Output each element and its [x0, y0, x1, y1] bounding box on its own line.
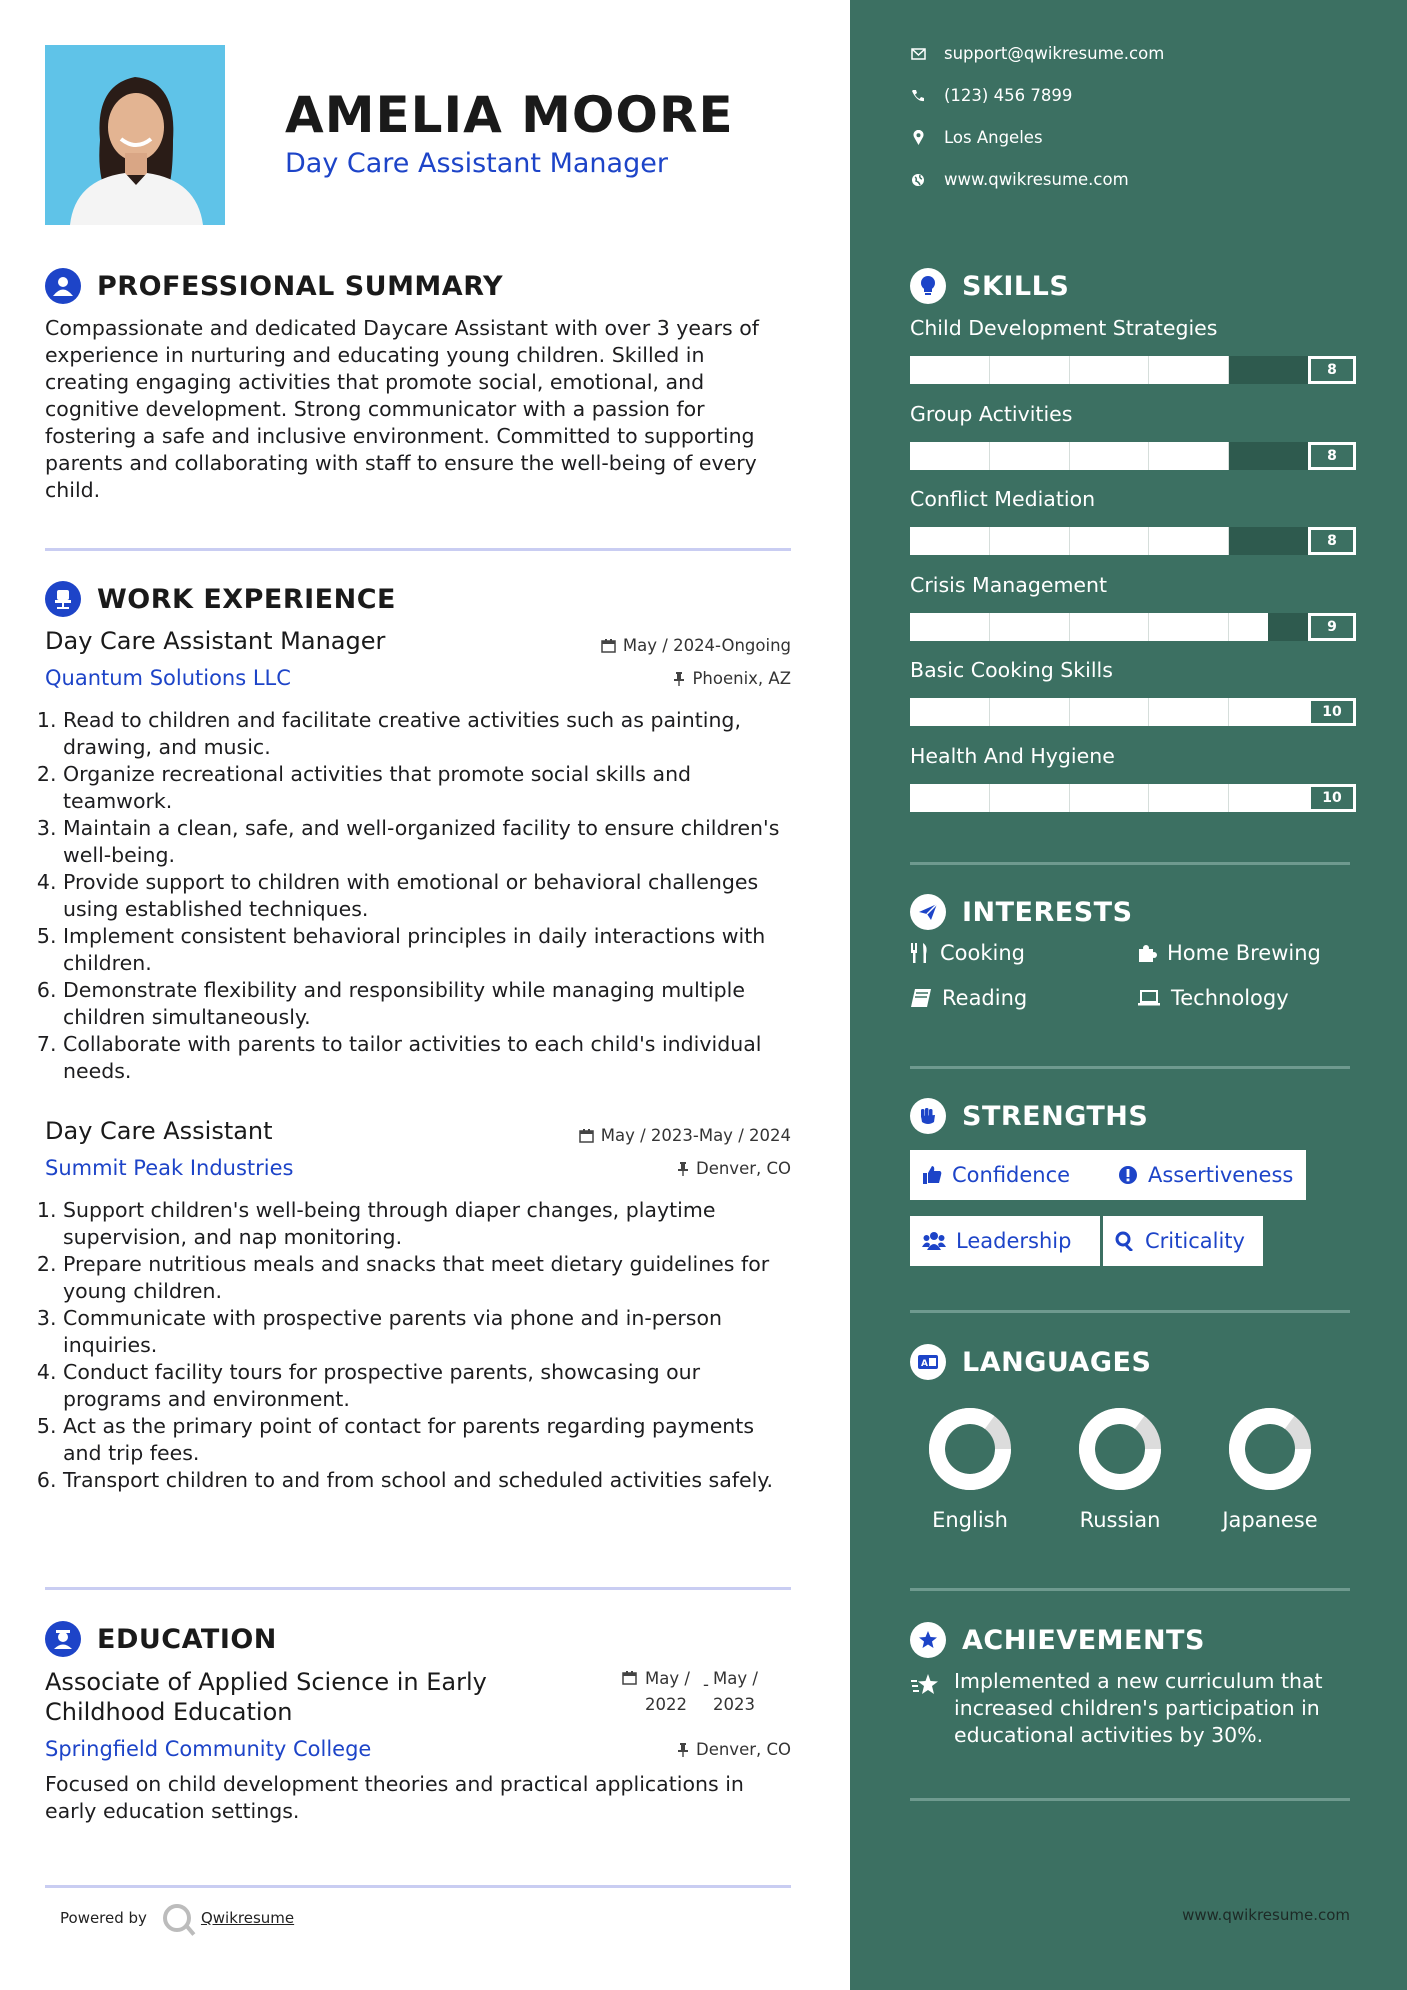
skill-score: 9 — [1308, 613, 1356, 641]
skill-bar — [910, 784, 1308, 812]
map-marker-icon — [910, 130, 926, 145]
skill-bar-ticks — [910, 356, 1308, 384]
language-name: Japanese — [1222, 1508, 1318, 1532]
skill-bar — [910, 527, 1308, 555]
strength-badge — [910, 1216, 1100, 1266]
skill-bar-tick — [1229, 356, 1308, 384]
strength-label: Assertiveness — [1148, 1163, 1294, 1187]
skill-bar-tick — [1070, 442, 1150, 470]
skills-heading — [910, 268, 1069, 304]
pin-icon — [673, 671, 685, 686]
section-divider — [910, 862, 1350, 865]
contact-website[interactable] — [910, 170, 1129, 189]
thumbs-up-icon — [922, 1165, 942, 1185]
fist-icon — [910, 1098, 946, 1134]
skill-bar-tick — [910, 442, 990, 470]
skill-bar — [910, 442, 1308, 470]
list-item: 5. Implement consistent behavioral principles in daily interactions with children. — [63, 923, 795, 977]
star-sparkle-icon — [910, 1672, 940, 1698]
list-item: 1. Support children's well-being through diaper changes, playtime supervision, and nap monitoring. — [63, 1197, 795, 1251]
summary-heading-text: PROFESSIONAL SUMMARY — [97, 270, 504, 302]
education-heading — [45, 1621, 277, 1657]
education-description: Focused on child development theories and practical applications in early education settings. — [45, 1772, 744, 1823]
skill-bar-tick — [1149, 613, 1229, 641]
section-divider — [45, 548, 791, 551]
job-title: Day Care Assistant Manager — [45, 627, 386, 655]
skill-bar-tick — [990, 784, 1070, 812]
contact-phone[interactable] — [910, 86, 1072, 105]
skill-name: Health And Hygiene — [910, 743, 1115, 768]
strengths-heading — [910, 1098, 1148, 1134]
calendar-icon — [579, 1128, 594, 1143]
job-date — [579, 1126, 791, 1145]
contact-phone-text: (123) 456 7899 — [944, 86, 1073, 105]
skill-bar-tick — [1149, 784, 1229, 812]
puzzle-icon — [1137, 943, 1157, 963]
experience-heading — [45, 581, 396, 617]
search-icon — [1115, 1231, 1135, 1251]
skill-item — [910, 402, 1364, 470]
list-item: 5. Act as the primary point of contact for parents regarding payments and trip fees. — [63, 1413, 795, 1467]
utensils-icon — [910, 942, 930, 964]
list-item: 4. Provide support to children with emotional or behavioral challenges using established techniques. — [63, 869, 795, 923]
skill-bar-tick — [910, 698, 990, 726]
office-chair-icon — [45, 581, 81, 617]
skill-score: 8 — [1308, 527, 1356, 555]
job-location — [677, 1159, 791, 1178]
skill-bar-tick — [1229, 527, 1308, 555]
svg-text:A: A — [921, 1359, 928, 1369]
qwikresume-link[interactable]: Qwikresume — [200, 1909, 295, 1927]
language-donut — [1225, 1404, 1315, 1494]
list-item: 1. Read to children and facilitate creative activities such as painting, drawing, and music. — [63, 707, 795, 761]
language-donut — [1075, 1404, 1165, 1494]
skill-item — [910, 744, 1364, 812]
job-date — [601, 636, 791, 655]
pin-icon — [677, 1742, 689, 1757]
strength-label: Criticality — [1145, 1229, 1245, 1253]
skill-bar — [910, 698, 1308, 726]
calendar-icon — [622, 1670, 637, 1685]
language-item — [1060, 1404, 1180, 1532]
language-item — [1210, 1404, 1330, 1532]
translate-icon — [910, 1344, 946, 1380]
language-donut — [925, 1404, 1015, 1494]
strength-label: Leadership — [956, 1229, 1072, 1253]
degree-title: Associate of Applied Science in Early Childhood Education — [45, 1668, 487, 1726]
skill-name: Child Development Strategies — [910, 316, 1218, 340]
skill-bar-tick — [990, 527, 1070, 555]
candidate-name: AMELIA MOORE — [285, 86, 734, 144]
lightbulb-icon — [910, 268, 946, 304]
skill-bar-tick — [910, 356, 990, 384]
skill-bar-tick — [1229, 613, 1308, 641]
job-date-text: May / 2024-Ongoing — [622, 636, 791, 655]
section-divider — [910, 1310, 1350, 1313]
achievement-item — [910, 1668, 1350, 1749]
interests-heading-text: INTERESTS — [962, 896, 1133, 928]
list-item: 3. Maintain a clean, safe, and well-organized facility to ensure children's well-being. — [63, 815, 795, 869]
strength-badge — [1106, 1150, 1306, 1200]
skill-name: Basic Cooking Skills — [910, 658, 1113, 682]
graduation-cap-icon — [45, 1621, 81, 1657]
job-title: Day Care Assistant — [45, 1117, 273, 1145]
list-item: 4. Conduct facility tours for prospective parents, showcasing our programs and environment. — [63, 1359, 795, 1413]
avatar — [45, 45, 225, 225]
skill-bar-ticks — [910, 613, 1308, 641]
skill-name: Group Activities — [910, 401, 1073, 426]
list-item: 2. Prepare nutritious meals and snacks that meet dietary guidelines for young children. — [63, 1251, 795, 1305]
contact-email[interactable] — [910, 44, 1164, 63]
skill-bar-tick — [1070, 784, 1150, 812]
skill-bar-tick — [1149, 356, 1229, 384]
contact-email-text: support@qwikresume.com — [944, 44, 1165, 63]
profile-photo — [45, 45, 225, 225]
skill-bar-ticks — [910, 698, 1308, 726]
education-date: May / 2022 - May / 2023 — [622, 1666, 767, 1718]
candidate-title: Day Care Assistant Manager — [285, 148, 668, 179]
skill-bar-row — [910, 784, 1364, 812]
section-divider — [45, 1587, 791, 1590]
list-item: 6. Transport children to and from school and scheduled activities safely. — [63, 1467, 795, 1494]
skill-bar-tick — [1229, 442, 1308, 470]
section-divider — [910, 1798, 1350, 1801]
skill-item — [910, 487, 1364, 555]
achievements-heading-text: ACHIEVEMENTS — [962, 1624, 1205, 1656]
school-name: Springfield Community College — [45, 1737, 372, 1761]
powered-by-label: Powered by — [60, 1909, 147, 1927]
interests-heading — [910, 894, 1133, 930]
skill-bar-tick — [910, 784, 990, 812]
languages-heading — [910, 1344, 1151, 1380]
strengths-heading-text: STRENGTHS — [962, 1100, 1149, 1132]
skill-bar-row — [910, 527, 1364, 555]
skill-bar-tick — [990, 356, 1070, 384]
skill-score: 10 — [1308, 698, 1356, 726]
skill-bar-row — [910, 356, 1364, 384]
skill-item — [910, 658, 1364, 726]
skill-bar-tick — [910, 613, 990, 641]
skill-bar-tick — [1070, 698, 1150, 726]
strength-badge — [910, 1150, 1106, 1200]
education-location-text: Denver, CO — [695, 1740, 791, 1759]
list-item: 3. Communicate with prospective parents via phone and in-person inquiries. — [63, 1305, 795, 1359]
envelope-icon — [910, 48, 926, 60]
skill-bar-tick — [1070, 527, 1150, 555]
powered-by — [60, 1904, 294, 1932]
achievement-text: Implemented a new curriculum that increased children's participation in educational activities by 30%. — [954, 1669, 1323, 1747]
job-location — [673, 669, 791, 688]
education-date-start: May / 2022 — [645, 1669, 690, 1714]
pin-icon — [677, 1161, 689, 1176]
paper-plane-icon — [910, 894, 946, 930]
skill-score: 8 — [1308, 356, 1356, 384]
phone-icon — [910, 89, 926, 103]
job-company: Quantum Solutions LLC — [45, 666, 291, 690]
skills-heading-text: SKILLS — [962, 270, 1070, 302]
skill-bar-tick — [1229, 784, 1308, 812]
qwikresume-logo-icon — [163, 1904, 191, 1932]
skill-item — [910, 573, 1364, 641]
calendar-icon — [601, 638, 616, 653]
footer-website[interactable]: www.qwikresume.com — [1182, 1906, 1350, 1924]
skill-bar-tick — [1149, 442, 1229, 470]
section-divider — [910, 1066, 1350, 1069]
skill-bar-tick — [990, 613, 1070, 641]
education-date-end: May / 2023 — [712, 1669, 758, 1714]
user-icon — [45, 268, 81, 304]
skill-bar-row — [910, 613, 1364, 641]
users-icon — [922, 1231, 946, 1251]
skill-bar-ticks — [910, 442, 1308, 470]
globe-icon — [910, 173, 926, 187]
contact-website-text: www.qwikresume.com — [944, 170, 1129, 189]
skill-bar-tick — [1229, 698, 1308, 726]
skill-bar-tick — [910, 527, 990, 555]
skill-name: Crisis Management — [910, 572, 1108, 597]
job-location-text: Phoenix, AZ — [692, 669, 791, 688]
contact-location-text: Los Angeles — [944, 128, 1043, 147]
job-bullets — [45, 707, 795, 1085]
education-location — [677, 1740, 791, 1759]
interest-label: Reading — [942, 986, 1028, 1010]
skill-item — [910, 316, 1364, 384]
job-bullets — [45, 1197, 795, 1494]
section-divider — [910, 1588, 1350, 1591]
interest-item — [1137, 986, 1289, 1010]
interest-item — [1137, 941, 1321, 965]
job-date-text: May / 2023-May / 2024 — [600, 1126, 791, 1145]
exclamation-circle-icon — [1118, 1165, 1138, 1185]
skill-bar-row — [910, 698, 1364, 726]
book-icon — [910, 988, 932, 1008]
strength-label: Confidence — [952, 1163, 1071, 1187]
interest-label: Technology — [1171, 986, 1289, 1010]
interest-item — [910, 941, 1025, 965]
skill-bar-tick — [1070, 613, 1150, 641]
skill-bar-ticks — [910, 527, 1308, 555]
skill-bar-tick — [1149, 698, 1229, 726]
language-name: English — [932, 1508, 1008, 1532]
interest-label: Home Brewing — [1167, 941, 1321, 965]
education-heading-text: EDUCATION — [97, 1623, 277, 1655]
contact-location — [910, 128, 1043, 147]
skill-bar-tick — [990, 698, 1070, 726]
skill-bar-tick — [1149, 527, 1229, 555]
skill-bar-ticks — [910, 784, 1308, 812]
skill-bar-row — [910, 442, 1364, 470]
skill-bar-tick — [990, 442, 1070, 470]
job-company: Summit Peak Industries — [45, 1156, 294, 1180]
list-item: 2. Organize recreational activities that promote social skills and teamwork. — [63, 761, 795, 815]
sidebar — [850, 0, 1407, 1990]
strength-badge — [1103, 1216, 1263, 1266]
skill-score: 10 — [1308, 784, 1356, 812]
summary-heading — [45, 268, 503, 304]
language-item — [910, 1404, 1030, 1532]
list-item: 6. Demonstrate flexibility and responsibility while managing multiple children simultaneously. — [63, 977, 795, 1031]
laptop-icon — [1137, 989, 1161, 1007]
section-divider — [45, 1885, 791, 1888]
languages-heading-text: LANGUAGES — [962, 1346, 1152, 1378]
summary-text: Compassionate and dedicated Daycare Assistant with over 3 years of experience in nurturing and educating young children. Skilled in creating engaging activities that promote social, emotional, and cognitive development. Strong communicator with a passion for fostering a safe and inclusive environment. Committed to supporting parents and collaborating with staff to ensure the well-being of every child. — [45, 316, 759, 502]
skill-bar-tick — [1070, 356, 1150, 384]
skill-name: Conflict Mediation — [910, 487, 1096, 511]
interest-item — [910, 986, 1027, 1010]
skill-bar — [910, 356, 1308, 384]
experience-heading-text: WORK EXPERIENCE — [97, 583, 396, 615]
star-badge-icon — [910, 1622, 946, 1658]
skill-score: 8 — [1308, 442, 1356, 470]
language-name: Russian — [1079, 1508, 1161, 1532]
achievements-heading — [910, 1622, 1205, 1658]
job-location-text: Denver, CO — [695, 1159, 791, 1178]
list-item: 7. Collaborate with parents to tailor activities to each child's individual needs. — [63, 1031, 795, 1085]
interest-label: Cooking — [940, 941, 1025, 965]
skill-bar — [910, 613, 1308, 641]
